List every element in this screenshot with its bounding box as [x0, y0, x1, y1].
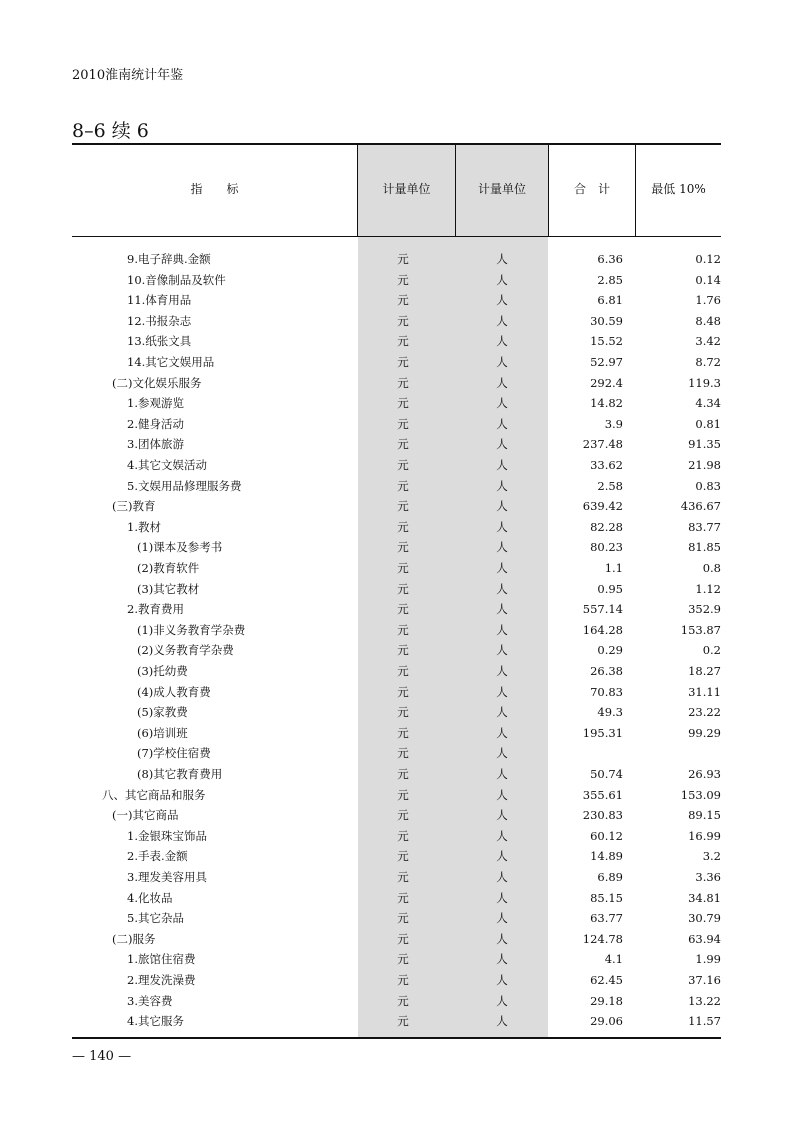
row-indicator: 1.旅馆住宿费	[127, 952, 196, 967]
row-unit-2: 人	[496, 931, 508, 946]
row-indicator: 3.团体旅游	[127, 437, 184, 452]
row-unit-2: 人	[496, 664, 508, 678]
table-row	[72, 393, 721, 413]
row-indicator: 3.美容费	[127, 993, 173, 1008]
table-row	[72, 537, 721, 557]
row-indicator: (2)教育软件	[137, 561, 200, 575]
row-unit-2: 人	[496, 808, 508, 823]
row-lowest-10pct-value: 352.9	[688, 602, 721, 617]
table-row	[72, 888, 721, 908]
table-row	[72, 373, 721, 393]
row-indicator: 11.体育用品	[127, 293, 192, 308]
row-unit-1: 元	[397, 828, 409, 843]
row-unit-2: 人	[496, 890, 508, 905]
row-lowest-10pct-value: 31.11	[688, 684, 721, 699]
row-indicator: (1)非义务教育学杂费	[137, 622, 246, 637]
row-unit-1: 元	[397, 746, 409, 761]
table-row	[72, 620, 721, 640]
row-unit-1: 元	[397, 870, 409, 884]
row-lowest-10pct-value: 3.2	[702, 849, 721, 864]
row-lowest-10pct-value: 3.36	[695, 870, 721, 884]
row-indicator: 2.教育费用	[127, 602, 184, 617]
row-unit-2: 人	[496, 313, 508, 328]
row-total-value: 29.06	[590, 1014, 623, 1029]
row-lowest-10pct-value: 153.09	[680, 787, 721, 802]
row-total-value: 124.78	[582, 931, 623, 946]
row-total-value: 82.28	[590, 519, 623, 534]
row-unit-1: 元	[397, 1014, 409, 1029]
table-row	[72, 929, 721, 949]
row-unit-2: 人	[496, 787, 508, 802]
row-indicator: 3.理发美容用具	[127, 870, 207, 884]
row-total-value: 63.77	[590, 911, 623, 926]
row-total-value: 62.45	[590, 973, 623, 987]
row-indicator: (3)托幼费	[137, 664, 188, 678]
column-header-lowest-10pct: 最低 10%	[651, 182, 706, 196]
row-indicator: 2.健身活动	[127, 416, 184, 431]
row-indicator: (一)其它商品	[112, 808, 179, 823]
row-indicator: 13.纸张文具	[127, 334, 192, 349]
row-total-value: 557.14	[582, 602, 623, 617]
row-total-value: 0.95	[597, 581, 623, 596]
column-header-unit-2: 计量单位	[477, 182, 526, 196]
table-row	[72, 311, 721, 331]
table-row	[72, 661, 721, 681]
row-unit-2: 人	[496, 499, 508, 514]
row-lowest-10pct-value: 23.22	[688, 705, 721, 720]
row-lowest-10pct-value: 0.83	[695, 478, 721, 493]
row-indicator: (3)其它教材	[137, 581, 200, 596]
row-unit-2: 人	[496, 334, 508, 349]
row-unit-1: 元	[397, 973, 409, 987]
row-unit-1: 元	[397, 664, 409, 678]
row-lowest-10pct-value: 0.12	[695, 252, 721, 266]
table-row	[72, 496, 721, 516]
table-title: 8–6 续 6	[72, 120, 149, 142]
row-indicator: 2.手表.金额	[127, 849, 188, 864]
page-number: — 140 —	[72, 1049, 132, 1064]
row-unit-2: 人	[496, 272, 508, 287]
row-indicator: 1.金银珠宝饰品	[127, 828, 207, 843]
row-total-value: 355.61	[582, 787, 623, 802]
table-row	[72, 949, 721, 969]
row-unit-2: 人	[496, 870, 508, 884]
row-lowest-10pct-value: 3.42	[695, 334, 721, 349]
table-row	[72, 867, 721, 887]
row-unit-1: 元	[397, 458, 409, 472]
table-row	[72, 249, 721, 269]
row-lowest-10pct-value: 63.94	[688, 931, 721, 946]
row-unit-1: 元	[397, 911, 409, 926]
row-lowest-10pct-value: 21.98	[688, 458, 721, 472]
row-unit-2: 人	[496, 478, 508, 493]
row-lowest-10pct-value: 1.76	[695, 293, 721, 308]
row-indicator: 2.理发洗澡费	[127, 973, 196, 987]
row-lowest-10pct-value: 13.22	[688, 993, 721, 1008]
row-indicator: (7)学校住宿费	[137, 746, 211, 761]
row-unit-1: 元	[397, 416, 409, 431]
row-unit-2: 人	[496, 458, 508, 472]
column-header-total: 合 计	[573, 182, 610, 196]
row-lowest-10pct-value: 8.48	[695, 313, 721, 328]
row-unit-2: 人	[496, 581, 508, 596]
table-row	[72, 517, 721, 537]
row-lowest-10pct-value: 18.27	[688, 664, 721, 678]
row-unit-1: 元	[397, 643, 409, 658]
table-row	[72, 599, 721, 619]
row-total-value: 237.48	[582, 437, 623, 452]
row-total-value: 195.31	[582, 725, 623, 740]
row-indicator: 4.其它文娱活动	[127, 458, 207, 472]
table-row	[72, 826, 721, 846]
row-indicator: (二)文化娱乐服务	[112, 375, 202, 390]
row-unit-2: 人	[496, 375, 508, 390]
row-indicator: 9.电子辞典.金额	[127, 252, 211, 266]
row-total-value: 15.52	[590, 334, 623, 349]
table-row	[72, 414, 721, 434]
row-unit-2: 人	[496, 1014, 508, 1029]
row-lowest-10pct-value: 1.99	[695, 952, 721, 967]
row-lowest-10pct-value: 37.16	[688, 973, 721, 987]
row-total-value: 0.29	[597, 643, 623, 658]
row-indicator: 5.其它杂品	[127, 911, 184, 926]
row-indicator: (5)家教费	[137, 705, 188, 720]
table-row	[72, 476, 721, 496]
row-unit-1: 元	[397, 252, 409, 266]
row-unit-1: 元	[397, 355, 409, 369]
row-unit-2: 人	[496, 355, 508, 369]
row-indicator: (6)培训班	[137, 725, 188, 740]
row-unit-1: 元	[397, 705, 409, 720]
row-unit-1: 元	[397, 561, 409, 575]
table-row	[72, 455, 721, 475]
row-total-value: 1.1	[604, 561, 623, 575]
row-unit-1: 元	[397, 396, 409, 411]
row-lowest-10pct-value: 89.15	[688, 808, 721, 823]
table-row	[72, 702, 721, 722]
row-unit-2: 人	[496, 684, 508, 699]
table-row	[72, 270, 721, 290]
row-total-value: 85.15	[590, 890, 623, 905]
row-unit-2: 人	[496, 602, 508, 617]
row-lowest-10pct-value: 91.35	[688, 437, 721, 452]
row-indicator: (2)义务教育学杂费	[137, 643, 234, 658]
row-lowest-10pct-value: 16.99	[688, 828, 721, 843]
row-unit-1: 元	[397, 849, 409, 864]
table-row	[72, 434, 721, 454]
row-total-value: 49.3	[597, 705, 623, 720]
running-head: 2010淮南统计年鉴	[72, 68, 184, 83]
row-total-value: 30.59	[590, 313, 623, 328]
row-indicator: 4.化妆品	[127, 890, 173, 905]
row-unit-2: 人	[496, 767, 508, 781]
header-bottom-rule	[72, 236, 721, 237]
row-unit-1: 元	[397, 272, 409, 287]
table-row	[72, 640, 721, 660]
row-total-value: 60.12	[590, 828, 623, 843]
table-row	[72, 846, 721, 866]
row-lowest-10pct-value: 34.81	[688, 890, 721, 905]
row-indicator: (1)课本及参考书	[137, 540, 223, 555]
table-row	[72, 991, 721, 1011]
row-unit-1: 元	[397, 952, 409, 967]
table-bottom-rule	[72, 1037, 721, 1039]
row-lowest-10pct-value: 81.85	[688, 540, 721, 555]
row-lowest-10pct-value: 30.79	[688, 911, 721, 926]
row-unit-1: 元	[397, 993, 409, 1008]
row-total-value: 26.38	[590, 664, 623, 678]
row-unit-1: 元	[397, 787, 409, 802]
row-unit-1: 元	[397, 519, 409, 534]
table-row	[72, 785, 721, 805]
table-row	[72, 1011, 721, 1031]
row-lowest-10pct-value: 26.93	[688, 767, 721, 781]
row-lowest-10pct-value: 8.72	[695, 355, 721, 369]
row-total-value: 80.23	[590, 540, 623, 555]
row-unit-1: 元	[397, 478, 409, 493]
row-lowest-10pct-value: 119.3	[688, 375, 721, 390]
row-unit-2: 人	[496, 705, 508, 720]
table-row	[72, 558, 721, 578]
row-unit-1: 元	[397, 931, 409, 946]
row-unit-1: 元	[397, 334, 409, 349]
row-total-value: 164.28	[582, 622, 623, 637]
row-unit-2: 人	[496, 519, 508, 534]
row-lowest-10pct-value: 1.12	[695, 581, 721, 596]
row-unit-2: 人	[496, 643, 508, 658]
row-indicator: 10.音像制品及软件	[127, 272, 226, 287]
row-indicator: (4)成人教育费	[137, 684, 211, 699]
row-total-value: 639.42	[582, 499, 623, 514]
row-lowest-10pct-value: 0.8	[702, 561, 721, 575]
row-unit-1: 元	[397, 808, 409, 823]
row-total-value: 52.97	[590, 355, 623, 369]
row-unit-1: 元	[397, 499, 409, 514]
row-total-value: 292.4	[590, 375, 623, 390]
table-row	[72, 764, 721, 784]
column-header-unit-1: 计量单位	[382, 182, 431, 196]
row-lowest-10pct-value: 83.77	[688, 519, 721, 534]
table-row	[72, 970, 721, 990]
row-unit-2: 人	[496, 293, 508, 308]
row-indicator: 5.文娱用品修理服务费	[127, 478, 242, 493]
row-total-value: 230.83	[582, 808, 623, 823]
row-lowest-10pct-value: 4.34	[695, 396, 721, 411]
row-unit-1: 元	[397, 684, 409, 699]
row-indicator: 12.书报杂志	[127, 313, 192, 328]
table-row	[72, 579, 721, 599]
column-header-indicator: 指 标	[190, 182, 239, 196]
row-total-value: 2.58	[597, 478, 623, 493]
row-unit-1: 元	[397, 375, 409, 390]
table-row	[72, 682, 721, 702]
row-lowest-10pct-value: 436.67	[680, 499, 721, 514]
row-unit-2: 人	[496, 746, 508, 761]
table-top-rule	[72, 143, 721, 145]
row-total-value: 50.74	[590, 767, 623, 781]
row-unit-2: 人	[496, 622, 508, 637]
row-lowest-10pct-value: 99.29	[688, 725, 721, 740]
table-row	[72, 290, 721, 310]
row-unit-2: 人	[496, 437, 508, 452]
row-unit-2: 人	[496, 396, 508, 411]
table-row	[72, 805, 721, 825]
row-total-value: 14.89	[590, 849, 623, 864]
row-unit-2: 人	[496, 540, 508, 555]
row-unit-2: 人	[496, 561, 508, 575]
row-total-value: 6.89	[597, 870, 623, 884]
row-unit-1: 元	[397, 313, 409, 328]
row-lowest-10pct-value: 0.2	[702, 643, 721, 658]
row-indicator: 1.参观游览	[127, 396, 184, 411]
row-total-value: 14.82	[590, 396, 623, 411]
row-unit-2: 人	[496, 725, 508, 740]
row-indicator: (8)其它教育费用	[137, 767, 223, 781]
row-unit-2: 人	[496, 828, 508, 843]
row-indicator: 4.其它服务	[127, 1014, 184, 1029]
row-unit-1: 元	[397, 602, 409, 617]
row-total-value: 4.1	[604, 952, 623, 967]
row-unit-2: 人	[496, 993, 508, 1008]
row-unit-1: 元	[397, 622, 409, 637]
row-unit-1: 元	[397, 437, 409, 452]
row-unit-2: 人	[496, 416, 508, 431]
row-total-value: 33.62	[590, 458, 623, 472]
row-unit-1: 元	[397, 581, 409, 596]
table-row	[72, 352, 721, 372]
row-total-value: 29.18	[590, 993, 623, 1008]
row-unit-2: 人	[496, 252, 508, 266]
row-indicator: 14.其它文娱用品	[127, 355, 215, 369]
row-lowest-10pct-value: 153.87	[680, 622, 721, 637]
row-unit-2: 人	[496, 973, 508, 987]
row-unit-1: 元	[397, 293, 409, 308]
row-lowest-10pct-value: 11.57	[688, 1014, 721, 1029]
row-unit-1: 元	[397, 767, 409, 781]
table-row	[72, 723, 721, 743]
row-unit-1: 元	[397, 540, 409, 555]
row-lowest-10pct-value: 0.81	[695, 416, 721, 431]
row-lowest-10pct-value: 0.14	[695, 272, 721, 287]
row-indicator: 八、其它商品和服务	[102, 787, 206, 802]
row-total-value: 6.36	[597, 252, 623, 266]
row-total-value: 3.9	[604, 416, 623, 431]
row-unit-2: 人	[496, 952, 508, 967]
table-row	[72, 331, 721, 351]
row-indicator: 1.教材	[127, 519, 161, 534]
row-total-value: 2.85	[597, 272, 623, 287]
row-unit-1: 元	[397, 725, 409, 740]
row-indicator: (三)教育	[112, 499, 156, 514]
table-row	[72, 908, 721, 928]
row-unit-2: 人	[496, 849, 508, 864]
row-indicator: (二)服务	[112, 931, 156, 946]
row-total-value: 6.81	[597, 293, 623, 308]
row-unit-2: 人	[496, 911, 508, 926]
row-unit-1: 元	[397, 890, 409, 905]
table-row	[72, 743, 721, 763]
row-total-value: 70.83	[590, 684, 623, 699]
